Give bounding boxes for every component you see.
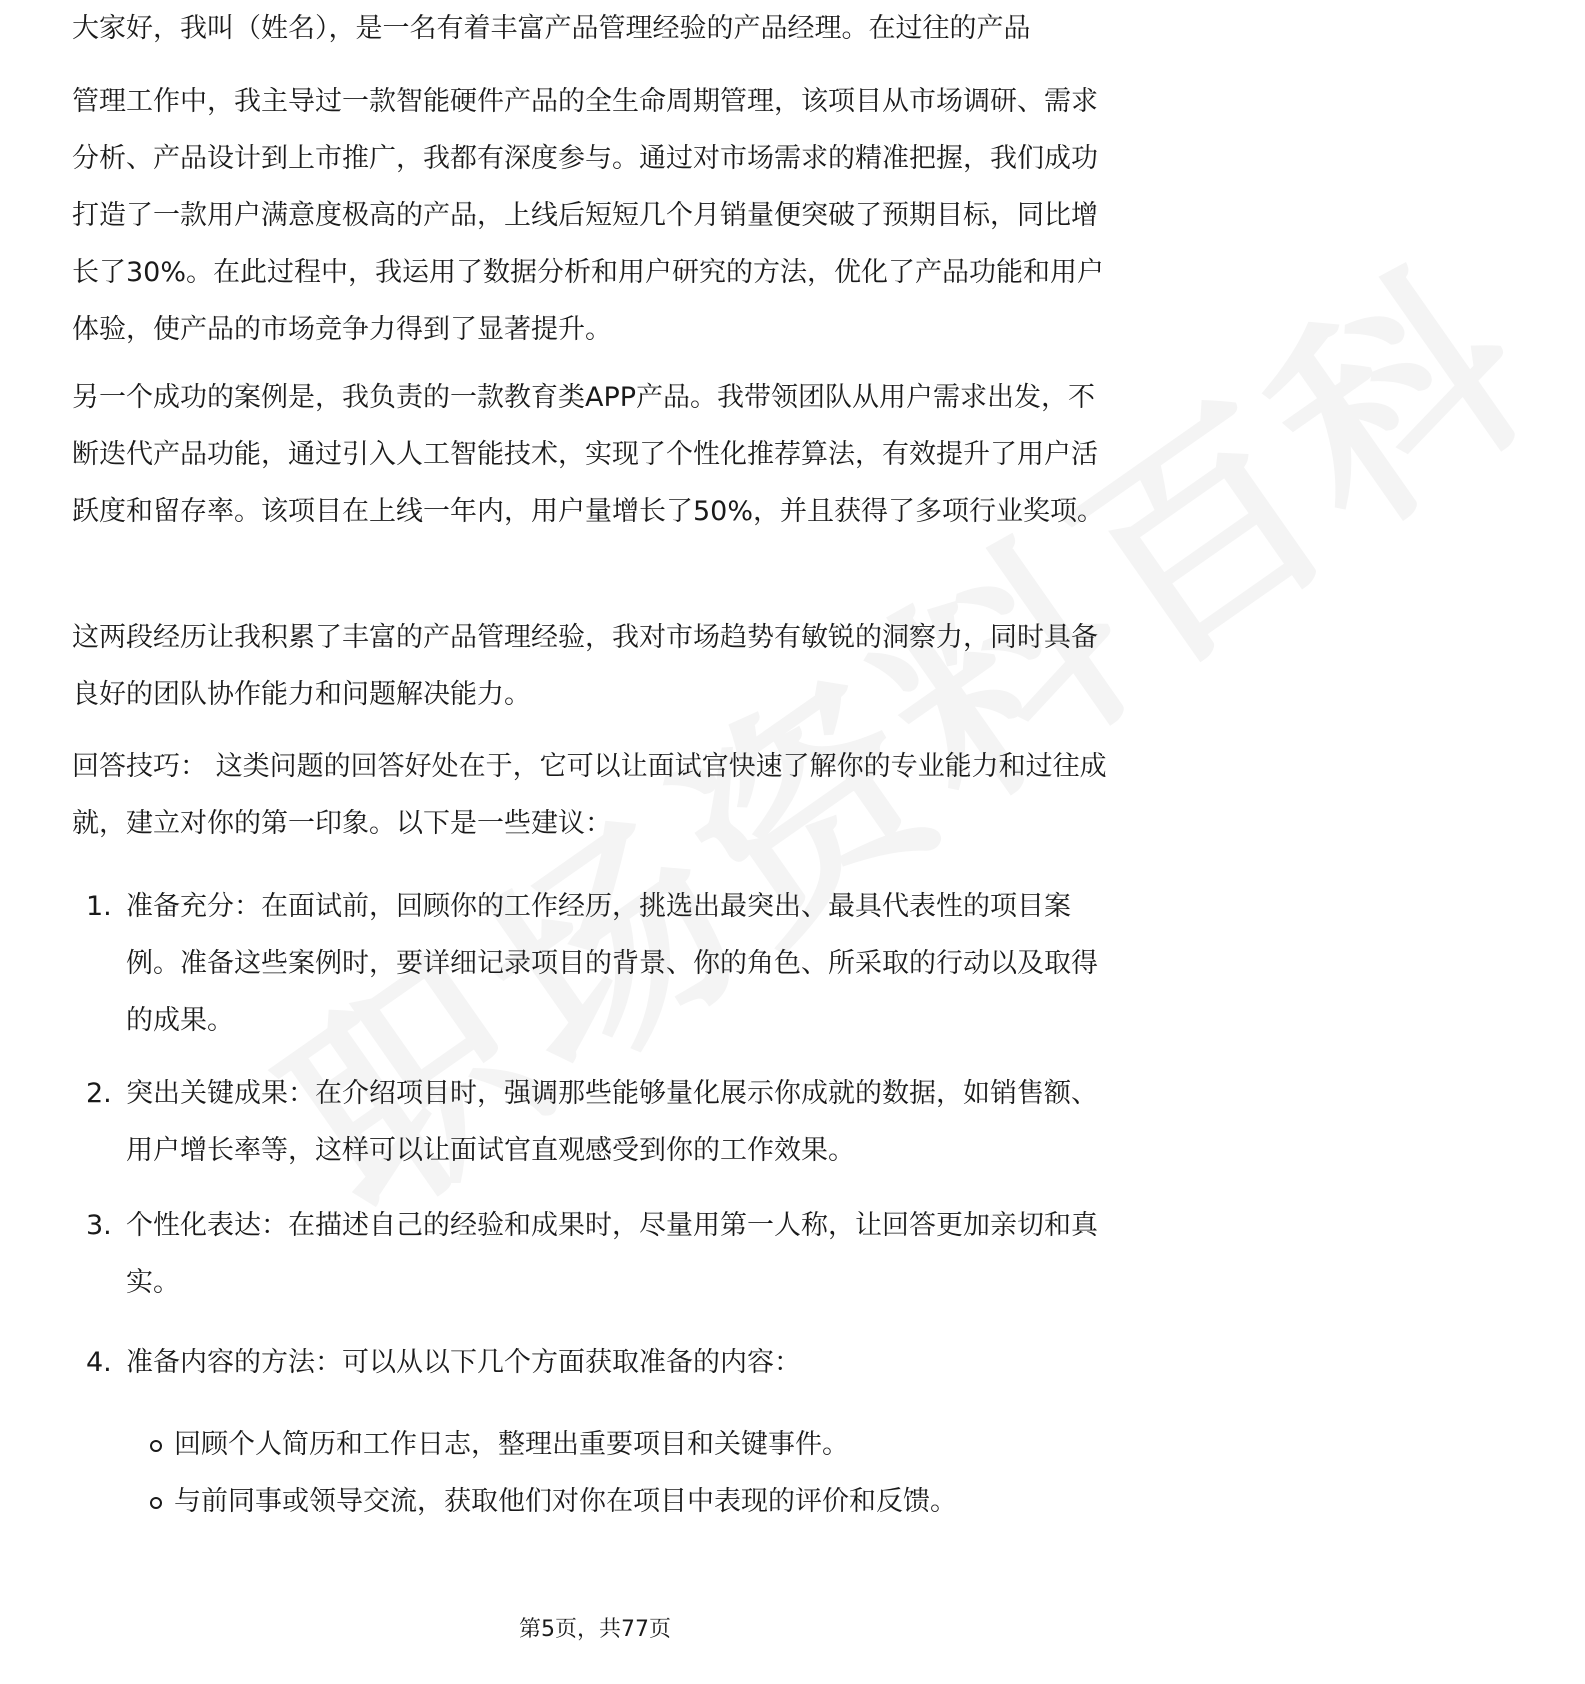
- sub-bullet-1: [150, 1416, 1120, 1473]
- paragraph-4: 回答技巧： 这类问题的回答好处在于，它可以让面试官快速了解你的专业能力和过往成就，建立对你的第一印象。以下是一些建议：: [72, 751, 1107, 839]
- paragraph-1: 管理工作中，我主导过一款智能硬件产品的全生命周期管理，该项目从市场调研、需求分析、产品设计到上市推广，我都有深度参与。通过对市场需求的精准把握，我们成功打造了一款用户满意度极高的产品，上线后短短几个月销量便突破了预期目标，同比增长了30%。在此过程中，我运用了数据分析和用户研究的方法，优化了产品功能和用户体验，使产品的市场竞争力得到了显著提升。: [72, 86, 1105, 345]
- bullet-circle-icon: [150, 1440, 162, 1452]
- clipped-top-line: [72, 13, 1122, 52]
- list-number: 3.: [86, 1210, 112, 1241]
- paragraph-3: 这两段经历让我积累了丰富的产品管理经验，我对市场趋势有敏锐的洞察力，同时具备良好的团队协作能力和问题解决能力。: [72, 622, 1098, 710]
- list-text: 准备充分：在面试前，回顾你的工作经历，挑选出最突出、最具代表性的项目案例。准备这些案例时，要详细记录项目的背景、你的角色、所采取的行动以及取得的成果。: [126, 891, 1098, 1036]
- list-text: 准备内容的方法：可以从以下几个方面获取准备的内容：: [126, 1347, 801, 1378]
- list-item-2: [86, 1065, 1122, 1179]
- list-text: 个性化表达：在描述自己的经验和成果时，尽量用第一人称，让回答更加亲切和真实。: [126, 1210, 1098, 1298]
- list-number: 1.: [86, 891, 112, 922]
- page-footer: 第5页，共77页: [519, 1617, 671, 1642]
- clipped-top-text: 大家好，我叫（姓名），是一名有着丰富产品管理经验的产品经理。在过往的产品: [72, 13, 1031, 44]
- paragraph-2: 另一个成功的案例是，我负责的一款教育类APP产品。我带领团队从用户需求出发，不断迭代产品功能，通过引入人工智能技术，实现了个性化推荐算法，有效提升了用户活跃度和留存率。该项目在上线一年内，用户量增长了50%，并且获得了多项行业奖项。: [72, 382, 1105, 527]
- sub-bullet-text: 与前同事或领导交流，获取他们对你在项目中表现的评价和反馈。: [174, 1486, 957, 1517]
- list-item-3: [86, 1197, 1122, 1311]
- list-item-1: [86, 878, 1122, 1049]
- list-item-4: [86, 1334, 1122, 1391]
- list-text: 突出关键成果：在介绍项目时，强调那些能够量化展示你成就的数据，如销售额、用户增长率等，这样可以让面试官直观感受到你的工作效果。: [126, 1078, 1098, 1166]
- sub-bullet-2: [150, 1473, 1120, 1530]
- bullet-circle-icon: [150, 1497, 162, 1509]
- list-number: 4.: [86, 1347, 112, 1378]
- list-number: 2.: [86, 1078, 112, 1109]
- sub-bullet-text: 回顾个人简历和工作日志，整理出重要项目和关键事件。: [174, 1429, 849, 1460]
